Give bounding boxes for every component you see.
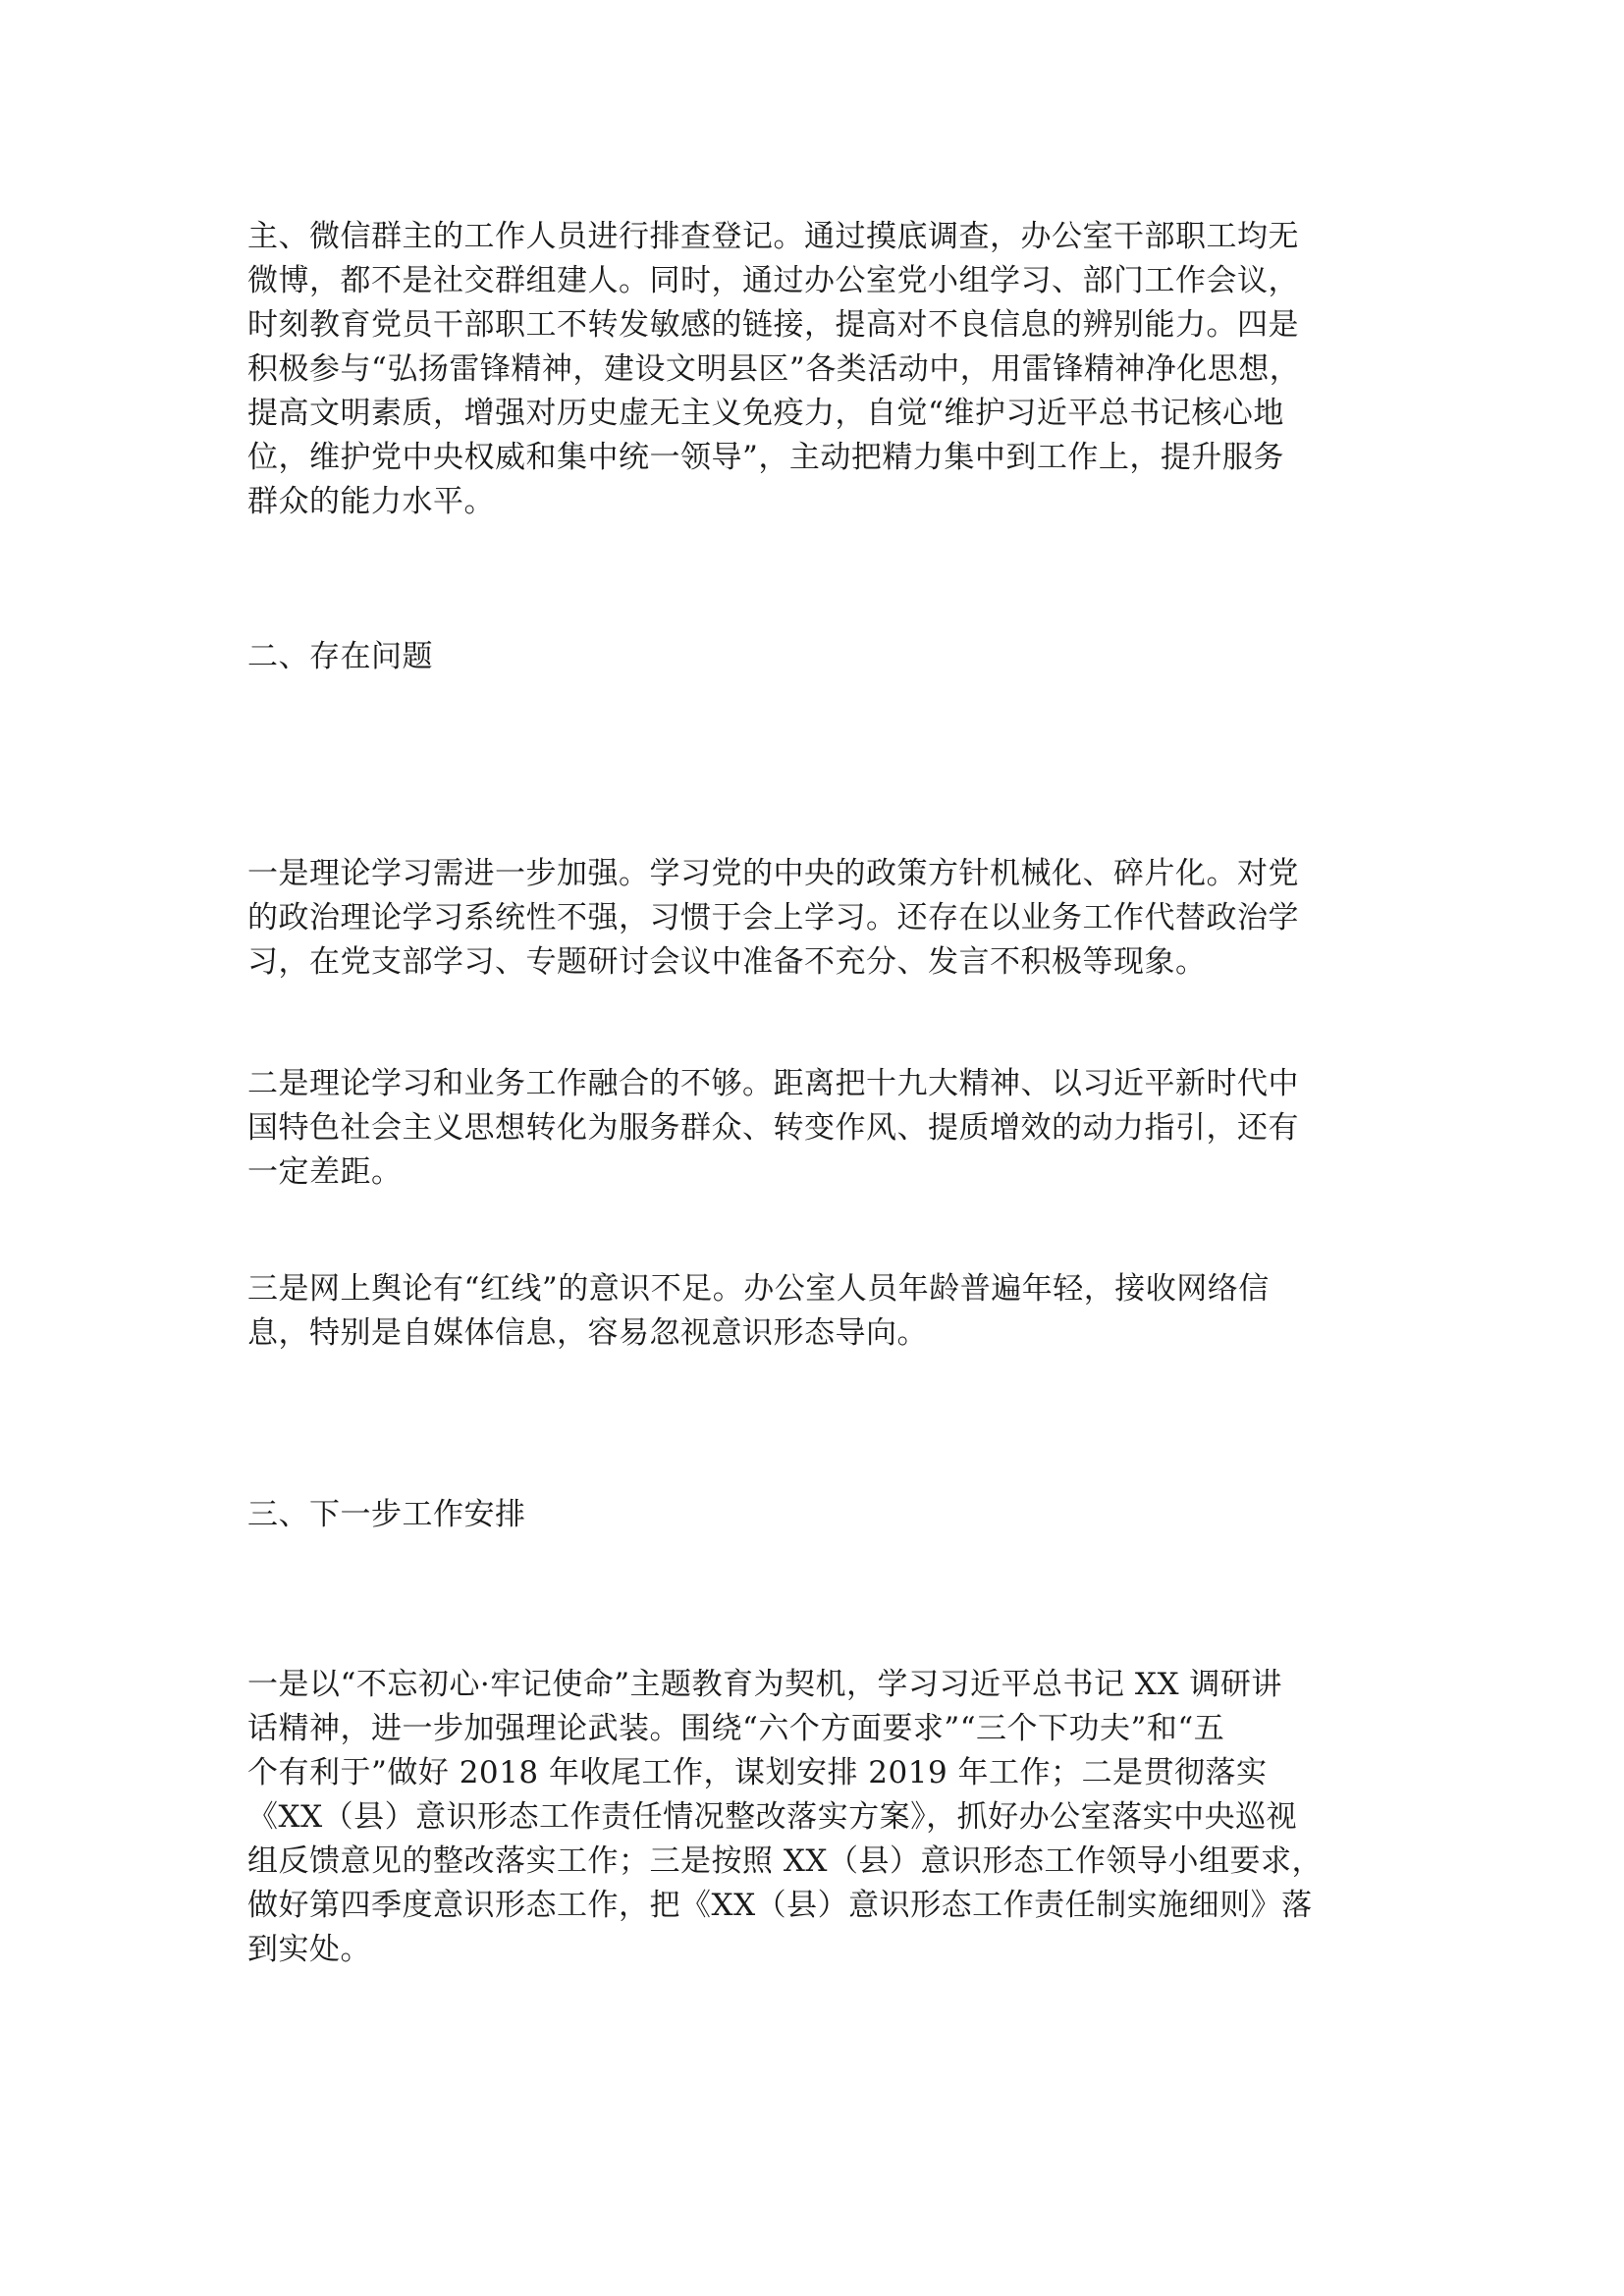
text-line: 一是理论学习需进一步加强。学习党的中央的政策方针机械化、碎片化。对党 — [247, 856, 1299, 891]
text-line: 微博，都不是社交群组建人。同时，通过办公室党小组学习、部门工作会议， — [247, 263, 1299, 298]
text-line: 习，在党支部学习、专题研讨会议中准备不充分、发言不积极等现象。 — [247, 944, 1207, 980]
text-line: 的政治理论学习系统性不强，习惯于会上学习。还存在以业务工作代替政治学 — [247, 900, 1299, 935]
paragraph-next-steps — [247, 1663, 1396, 1972]
text-line: 三是网上舆论有“红线”的意识不足。办公室人员年龄普遍年轻，接收网络信 — [247, 1271, 1270, 1307]
text-line: 话精神，进一步加强理论武装。围绕“六个方面要求”“三个下功夫”和“五 — [247, 1711, 1225, 1746]
text-line: 息，特别是自媒体信息，容易忽视意识形态导向。 — [247, 1315, 928, 1351]
paragraph-problem-1 — [247, 852, 1396, 985]
text-line: 二是理论学习和业务工作融合的不够。距离把十九大精神、以习近平新时代中 — [247, 1066, 1299, 1101]
text-line: 一是以“不忘初心·牢记使命”主题教育为契机，学习习近平总书记 XX 调研讲 — [247, 1667, 1282, 1702]
text-line: 群众的能力水平。 — [247, 484, 495, 519]
section-heading-problems: 二、存在问题 — [247, 639, 433, 674]
text-line: 《XX（县）意识形态工作责任情况整改落实方案》，抓好办公室落实中央巡视 — [247, 1799, 1298, 1835]
text-line: 个有利于”做好 2018 年收尾工作，谋划安排 2019 年工作；二是贯彻落实 — [247, 1755, 1268, 1790]
text-line: 到实处。 — [247, 1932, 371, 1967]
paragraph-problem-3 — [247, 1267, 1396, 1356]
text-line: 积极参与“弘扬雷锋精神，建设文明县区”各类活动中，用雷锋精神净化思想， — [247, 351, 1301, 387]
text-line: 提高文明素质，增强对历史虚无主义免疫力，自觉“维护习近平总书记核心地 — [247, 396, 1284, 431]
text-line: 国特色社会主义思想转化为服务群众、转变作风、提质增效的动力指引，还有 — [247, 1110, 1299, 1146]
paragraph-self-inspection — [247, 215, 1396, 524]
text-line: 位，维护党中央权威和集中统一领导”，主动把精力集中到工作上，提升服务 — [247, 440, 1284, 475]
section-heading-next-steps: 三、下一步工作安排 — [247, 1497, 526, 1532]
text-line: 主、微信群主的工作人员进行排查登记。通过摸底调查，办公室干部职工均无 — [247, 219, 1299, 254]
text-line: 做好第四季度意识形态工作，把《XX（县）意识形态工作责任制实施细则》落 — [247, 1888, 1313, 1923]
paragraph-problem-2 — [247, 1062, 1396, 1195]
text-line: 一定差距。 — [247, 1154, 403, 1190]
text-line: 时刻教育党员干部职工不转发敏感的链接，提高对不良信息的辨别能力。四是 — [247, 307, 1299, 343]
text-line: 组反馈意见的整改落实工作；三是按照 XX（县）意识形态工作领导小组要求， — [247, 1843, 1323, 1879]
